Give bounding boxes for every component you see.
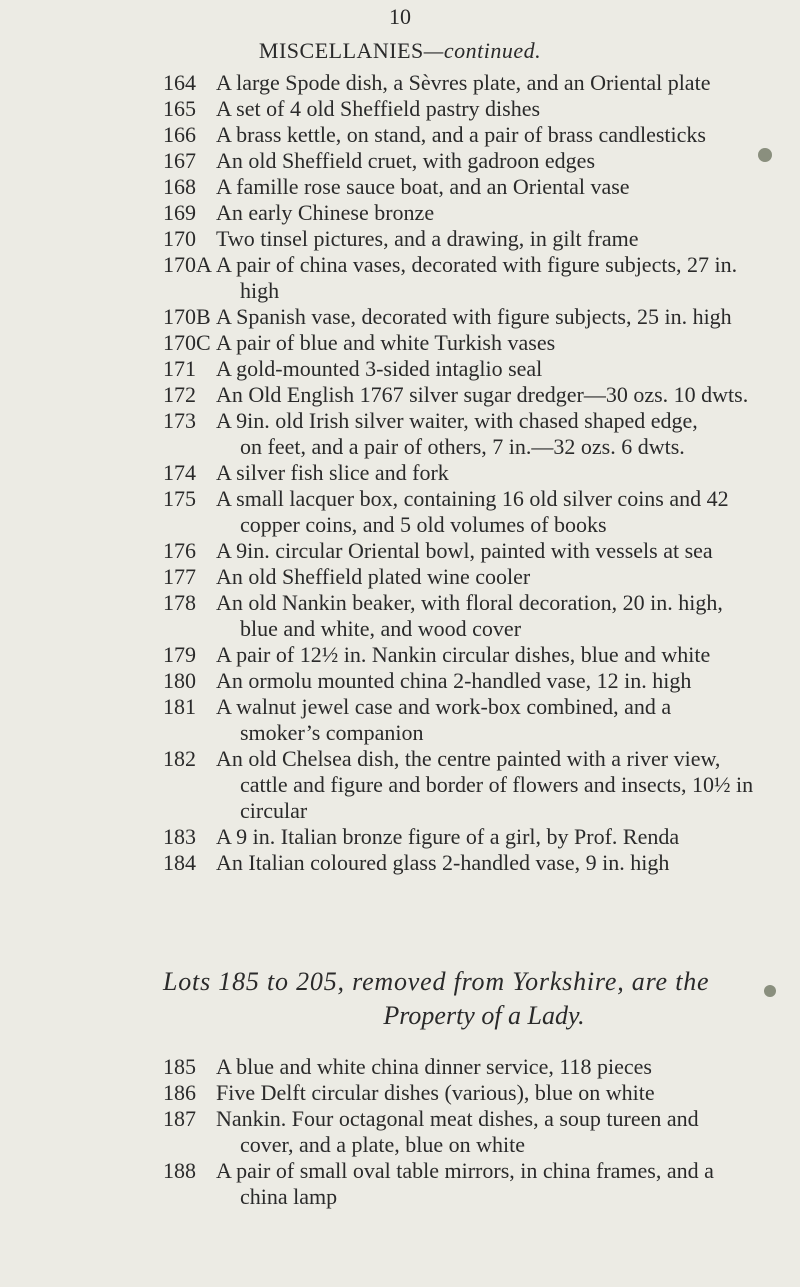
lot-number: 170B [163,304,211,329]
lot-description: An old Sheffield plated wine cooler [216,564,531,589]
lot-description: A 9in. circular Oriental bowl, painted with vessels at sea [216,538,713,563]
section-title-line1: Lots 185 to 205, removed from Yorkshire, are the [163,967,710,996]
lot-number: 166 [163,122,196,147]
lot-number: 170C [163,330,211,355]
lot-entry [0,356,800,382]
lot-description: A 9in. old Irish silver waiter, with chased shaped edge, [216,408,698,433]
lot-description: A large Spode dish, a Sèvres plate, and an Oriental plate [216,70,711,95]
lot-number: 175 [163,486,196,511]
lot-number: 173 [163,408,196,433]
lot-number: 185 [163,1054,196,1079]
lot-number: 164 [163,70,196,95]
lot-number: 184 [163,850,196,875]
lot-list-b [0,1054,800,1210]
heading-suffix: —continued. [423,38,542,63]
lot-description: An Old English 1767 silver sugar dredger—30 ozs. 10 dwts. [216,382,749,407]
section-title [163,965,783,1033]
lot-number: 172 [163,382,196,407]
lot-description: Nankin. Four octagonal meat dishes, a soup tureen and [216,1106,699,1131]
section-title-line2: Property of a Lady. [383,1001,585,1030]
lot-description-continued: on feet, and a pair of others, 7 in.—32 ozs. 6 dwts. [240,434,685,459]
lot-number: 170 [163,226,196,251]
lot-entry [0,1054,800,1080]
lot-entry [0,486,800,538]
lot-description: A Spanish vase, decorated with figure subjects, 25 in. high [216,304,732,329]
lot-description-continued: high [240,278,280,303]
lot-description-continued: china lamp [240,1184,338,1209]
lot-entry [0,122,800,148]
lot-description: A famille rose sauce boat, and an Oriental vase [216,174,630,199]
lot-description: Two tinsel pictures, and a drawing, in gilt frame [216,226,639,251]
lot-description-continued: smoker’s companion [240,720,424,745]
lot-number: 182 [163,746,196,771]
lot-entry [0,96,800,122]
lot-description: A pair of blue and white Turkish vases [216,330,556,355]
lot-description: A 9 in. Italian bronze figure of a girl, by Prof. Renda [216,824,680,849]
lot-entry [0,1080,800,1106]
lot-number: 174 [163,460,196,485]
lot-description: A walnut jewel case and work-box combined, and a [216,694,672,719]
lot-number: 180 [163,668,196,693]
lot-entry [0,174,800,200]
lot-description: A brass kettle, on stand, and a pair of brass candlesticks [216,122,706,147]
lot-entry [0,148,800,174]
lot-description: A silver fish slice and fork [216,460,449,485]
lot-entry [0,252,800,304]
lot-number: 188 [163,1158,196,1183]
lot-entry [0,382,800,408]
lot-entry [0,200,800,226]
lot-entry [0,304,800,330]
lot-entry [0,460,800,486]
lot-description-continued: blue and white, and wood cover [240,616,522,641]
lot-number: 165 [163,96,196,121]
lot-entry [0,642,800,668]
lot-entry [0,226,800,252]
lot-entry [0,330,800,356]
lot-description: A pair of small oval table mirrors, in china frames, and a [216,1158,714,1183]
lot-description: A pair of china vases, decorated with figure subjects, 27 in. [216,252,738,277]
lot-description: An ormolu mounted china 2-handled vase, 12 in. high [216,668,692,693]
lot-number: 171 [163,356,196,381]
lot-entry [0,850,800,876]
lot-description: A set of 4 old Sheffield pastry dishes [216,96,541,121]
lot-entry [0,694,800,746]
lot-number: 181 [163,694,196,719]
lot-description: An early Chinese bronze [216,200,435,225]
lot-entry [0,668,800,694]
lot-list-a [0,70,800,876]
lot-description: An old Nankin beaker, with floral decoration, 20 in. high, [216,590,723,615]
lot-description-continued: cover, and a plate, blue on white [240,1132,526,1157]
lot-description: An old Sheffield cruet, with gadroon edges [216,148,596,173]
lot-number: 183 [163,824,196,849]
lot-entry [0,824,800,850]
lot-number: 176 [163,538,196,563]
lot-entry [0,538,800,564]
lot-number: 170A [163,252,212,277]
lot-description: An old Chelsea dish, the centre painted with a river view, [216,746,721,771]
page-heading [0,38,800,64]
lot-description: Five Delft circular dishes (various), blue on white [216,1080,655,1105]
lot-entry [0,408,800,460]
lot-entry [0,1158,800,1210]
lot-description: A blue and white china dinner service, 118 pieces [216,1054,652,1079]
lot-number: 187 [163,1106,196,1131]
lot-description: A pair of 12½ in. Nankin circular dishes, blue and white [216,642,711,667]
lot-number: 179 [163,642,196,667]
lot-description: An Italian coloured glass 2-handled vase, 9 in. high [216,850,670,875]
page-number: 10 [389,4,411,29]
lot-number: 169 [163,200,196,225]
lot-description-continued: circular [240,798,308,823]
lot-entry [0,746,800,824]
lot-description-continued: cattle and figure and border of flowers and insects, 10½ in [240,772,754,797]
lot-number: 186 [163,1080,196,1105]
lot-number: 178 [163,590,196,615]
lot-entry [0,70,800,96]
lot-entry [0,1106,800,1158]
lot-description-continued: copper coins, and 5 old volumes of books [240,512,607,537]
lot-entry [0,564,800,590]
lot-description: A small lacquer box, containing 16 old silver coins and 42 [216,486,729,511]
lot-number: 167 [163,148,196,173]
lot-description: A gold-mounted 3-sided intaglio seal [216,356,543,381]
lot-number: 177 [163,564,196,589]
heading-main: MISCELLANIES [258,38,424,63]
lot-entry [0,590,800,642]
lot-number: 168 [163,174,196,199]
